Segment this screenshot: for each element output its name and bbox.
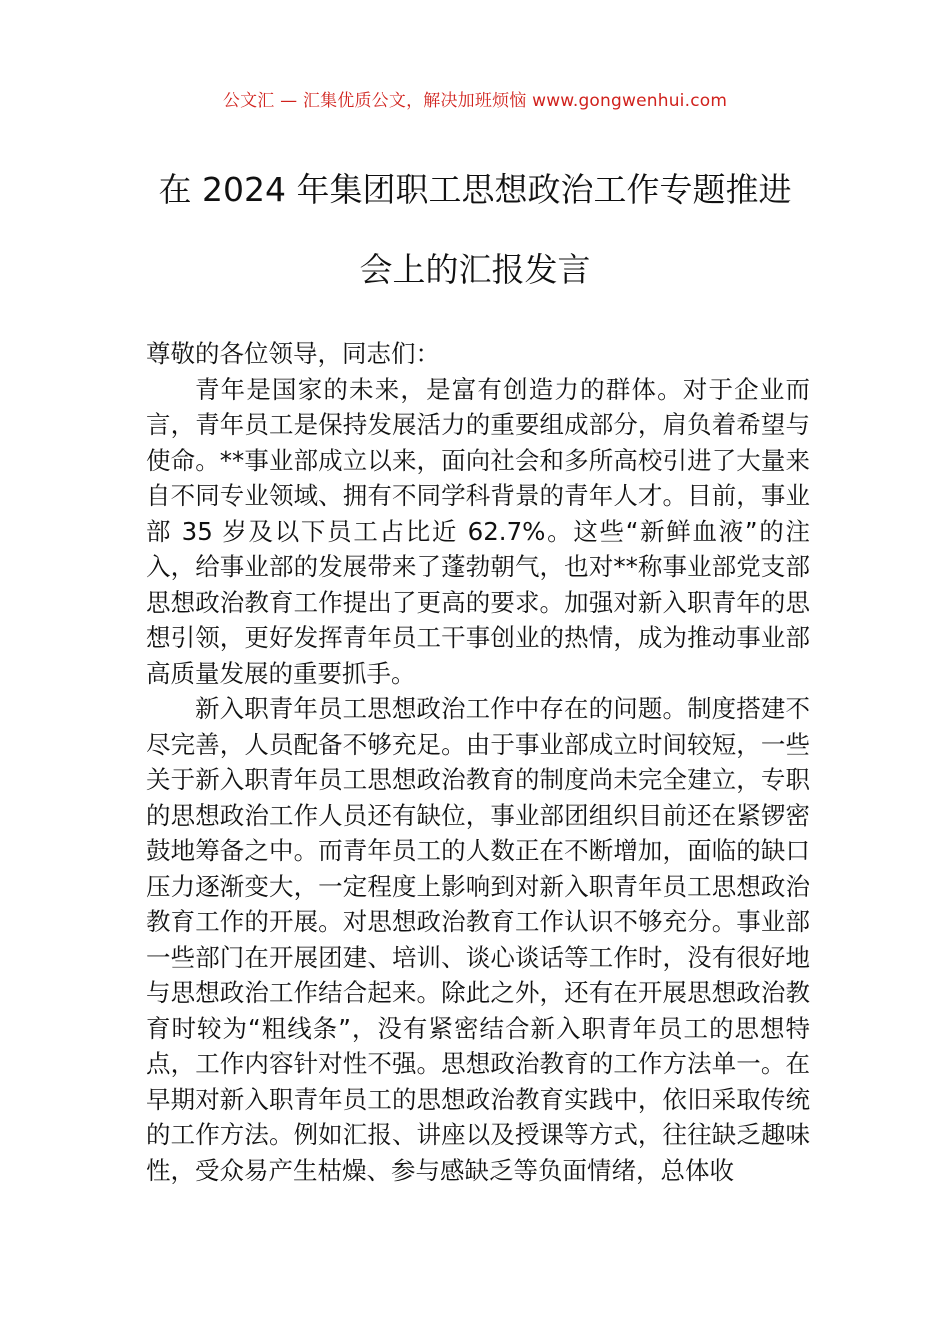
document-title-line-1: 在 2024 年集团职工思想政治工作专题推进 bbox=[158, 170, 792, 209]
paragraph-2: 新入职青年员工思想政治工作中存在的问题。制度搭建不尽完善，人员配备不够充足。由于事业部成立时间较短，一些关于新入职青年员工思想政治教育的制度尚未完全建立，专职的思想政治工作人员还有缺位，事业部团组织目前还在紧锣密鼓地筹备之中。而青年员工的人数正在不断增加，面临的缺口压力逐渐变大，一定程度上影响到对新入职青年员工思想政治教育工作的开展。对思想政治教育工作认识不够充分。事业部一些部门在开展团建、培训、谈心谈话等工作时，没有很好地与思想政治工作结合起来。除此之外，还有在开展思想政治教育时较为“粗线条”，没有紧密结合新入职青年员工的思想特点，工作内容针对性不强。思想政治教育的工作方法单一。在早期对新入职青年员工的思想政治教育实践中，依旧采取传统的工作方法。例如汇报、讲座以及授课等方式，往往缺乏趣味性，受众易产生枯燥、参与感缺乏等负面情绪，总体收 bbox=[146, 694, 810, 1185]
header-banner: 公文汇 — 汇集优质公文，解决加班烦恼 www.gongwenhui.com bbox=[222, 91, 728, 111]
document-title-line-2: 会上的汇报发言 bbox=[359, 250, 591, 289]
paragraph-1: 青年是国家的未来，是富有创造力的群体。对于企业而言，青年员工是保持发展活力的重要组成部分，肩负着希望与使命。**事业部成立以来，面向社会和多所高校引进了大量来自不同专业领域、拥有不同学科背景的青年人才。目前，事业部 35 岁及以下员工占比近 62.7%。这些“新鲜血液”的注入，给事业部的发展带来了蓬勃朝气，也对**称事业部党支部思想政治教育工作提出了更高的要求。加强对新入职青年的思想引领，更好发挥青年员工干事创业的热情，成为推动事业部高质量发展的重要抓手。 bbox=[146, 374, 810, 688]
document-body bbox=[146, 336, 810, 1188]
salutation: 尊敬的各位领导，同志们： bbox=[146, 339, 440, 368]
